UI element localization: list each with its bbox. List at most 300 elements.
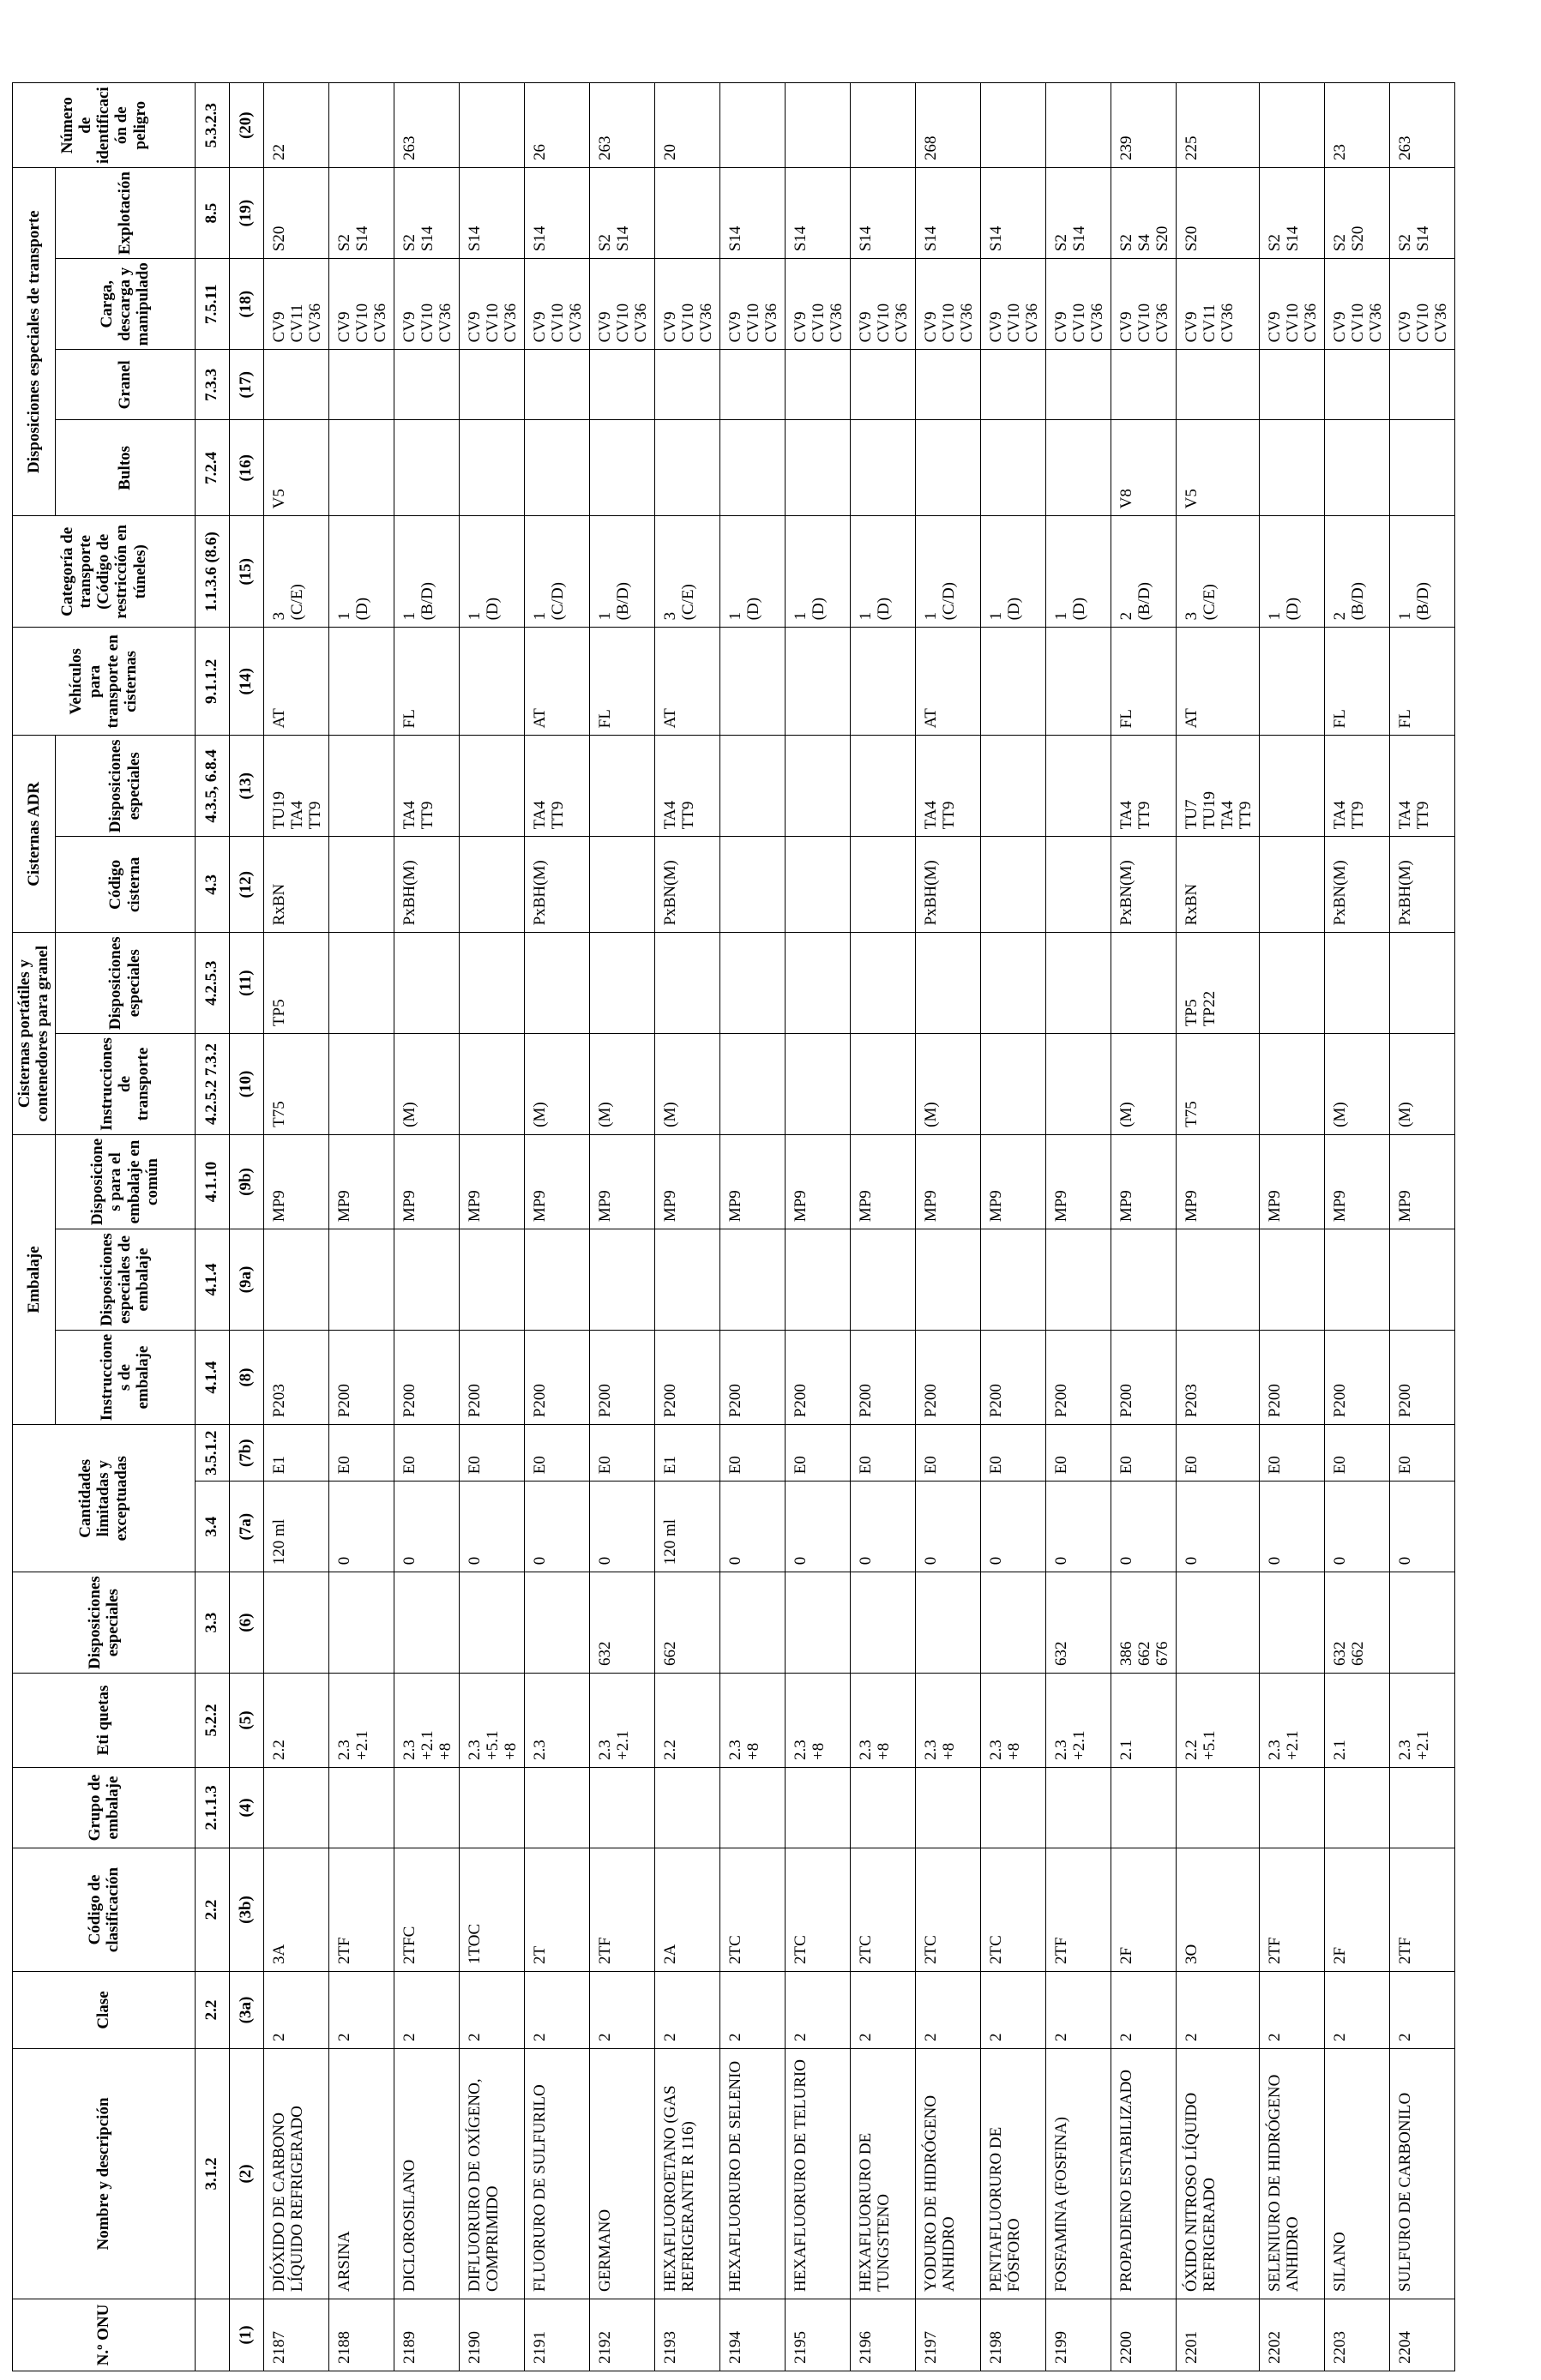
header-portable-tank-provisions: Disposiciones especiales: [55, 933, 195, 1034]
header-special-provisions: Disposiciones especiales: [13, 1572, 196, 1674]
cell-vehiculos: [328, 628, 394, 736]
cell-disp_especiales: 632: [1045, 1572, 1111, 1674]
cell-disp_especiales: 632: [589, 1572, 654, 1674]
cell-disp_especiales: [1259, 1572, 1324, 1674]
cell-vehiculos: [980, 628, 1045, 736]
cell-un: 2200: [1111, 2299, 1176, 2371]
header-adr-tank-provisions: Disposiciones especiales: [55, 736, 195, 837]
cell-grupo: [1045, 1768, 1111, 1848]
cell-instr_transporte: [850, 1034, 915, 1135]
cell-disp_emb: [850, 1229, 915, 1331]
cell-disp_emb: [719, 1229, 785, 1331]
cell-grupo: [1111, 1768, 1176, 1848]
cell-grupo: [1389, 1768, 1454, 1848]
cell-un: 2204: [1389, 2299, 1454, 2371]
cell-grupo: [915, 1768, 980, 1848]
cell-categoria: 1 (D): [1259, 516, 1324, 628]
cell-carga: CV9 CV10 CV36: [459, 259, 524, 350]
header-num-disp_cist_port: (11): [229, 933, 263, 1034]
cell-name: FLUORURO DE SULFURILO: [524, 2049, 589, 2299]
cell-carga: CV9 CV10 CV36: [1324, 259, 1389, 350]
cell-disp_emb: [459, 1229, 524, 1331]
cell-disp_emb_comun: MP9: [1045, 1134, 1111, 1229]
cell-grupo: [1324, 1768, 1389, 1848]
cell-grupo: [328, 1768, 394, 1848]
header-ref-codigo_cisterna: 4.3: [195, 837, 229, 933]
cell-grupo: [980, 1768, 1045, 1848]
cell-etiquetas: 2.1: [1111, 1674, 1176, 1768]
cell-bultos: V8: [1111, 420, 1176, 516]
cell-clase: 2: [850, 1972, 915, 2049]
cell-grupo: [719, 1768, 785, 1848]
cell-un: 2197: [915, 2299, 980, 2371]
cell-disp_emb_comun: MP9: [654, 1134, 719, 1229]
cell-disp_cist_adr: TA4 TT9: [1389, 736, 1454, 837]
cell-disp_emb_comun: MP9: [459, 1134, 524, 1229]
cell-disp_cist_adr: TA4 TT9: [1324, 736, 1389, 837]
cell-disp_cist_adr: TU7 TU19 TA4 TT9: [1176, 736, 1259, 837]
header-transport-instructions: Instrucciones de transporte: [55, 1034, 195, 1135]
cell-clase: 2: [459, 1972, 524, 2049]
cell-bultos: [589, 420, 654, 516]
cell-cant_limitadas: 0: [1111, 1481, 1176, 1572]
cell-etiquetas: 2.1: [1324, 1674, 1389, 1768]
cell-etiquetas: 2.3 +2.1: [1259, 1674, 1324, 1768]
cell-instr_embalaje: P200: [524, 1330, 589, 1424]
cell-categoria: 1 (D): [328, 516, 394, 628]
cell-carga: CV9 CV10 CV36: [1259, 259, 1324, 350]
header-ref-clase: 2.2: [195, 1972, 229, 2049]
cell-explotacion: S14: [459, 168, 524, 259]
cell-explotacion: S2 S14: [394, 168, 459, 259]
header-name-description: Nombre y descripción: [13, 2049, 196, 2299]
cell-granel: [915, 350, 980, 420]
cell-explotacion: S20: [263, 168, 328, 259]
cell-disp_emb_comun: MP9: [328, 1134, 394, 1229]
cell-peligro: 268: [915, 83, 980, 168]
cell-codigo_cisterna: RxBN: [263, 837, 328, 933]
cell-cant_limitadas: 0: [459, 1481, 524, 1572]
cell-bultos: [1389, 420, 1454, 516]
header-ref-disp_cist_port: 4.2.5.3: [195, 933, 229, 1034]
cell-etiquetas: 2.3 +5.1 +8: [459, 1674, 524, 1768]
cell-disp_cist_port: [1111, 933, 1176, 1034]
cell-un: 2198: [980, 2299, 1045, 2371]
header-num-clase: (3a): [229, 1972, 263, 2049]
cell-disp_cist_port: [850, 933, 915, 1034]
cell-clase: 2: [1045, 1972, 1111, 2049]
header-tank-vehicles: Vehículos para transporte en cisternas: [13, 628, 196, 736]
cell-disp_emb: [524, 1229, 589, 1331]
header-ref-vehiculos: 9.1.1.2: [195, 628, 229, 736]
header-num-instr_transporte: (10): [229, 1034, 263, 1135]
cell-instr_embalaje: P200: [785, 1330, 850, 1424]
cell-disp_emb_comun: MP9: [589, 1134, 654, 1229]
cell-disp_cist_adr: TA4 TT9: [394, 736, 459, 837]
cell-cant_limitadas: 0: [1045, 1481, 1111, 1572]
cell-grupo: [1176, 1768, 1259, 1848]
cell-codigo: 1TOC: [459, 1848, 524, 1972]
cell-instr_transporte: [459, 1034, 524, 1135]
cell-disp_cist_adr: [1045, 736, 1111, 837]
cell-disp_emb_comun: MP9: [1259, 1134, 1324, 1229]
header-column-number-row: [229, 83, 263, 2371]
cell-cant_limitadas: 0: [785, 1481, 850, 1572]
cell-cant_limitadas: 0: [980, 1481, 1045, 1572]
cell-instr_transporte: [328, 1034, 394, 1135]
table-row: [1045, 83, 1111, 2371]
header-ref-disp_cist_adr: 4.3.5, 6.8.4: [195, 736, 229, 837]
cell-disp_emb: [1259, 1229, 1324, 1331]
cell-bultos: [524, 420, 589, 516]
cell-peligro: [1259, 83, 1324, 168]
header-ref-cant_exceptuadas: 3.5.1.2: [195, 1425, 229, 1481]
cell-codigo: 2TF: [1389, 1848, 1454, 1972]
table-row: [785, 83, 850, 2371]
table-row: [589, 83, 654, 2371]
cell-vehiculos: AT: [654, 628, 719, 736]
header-num-disp_especiales: (6): [229, 1572, 263, 1674]
cell-cant_exceptuadas: E0: [915, 1425, 980, 1481]
header-num-un: (1): [229, 2299, 263, 2371]
cell-codigo_cisterna: [719, 837, 785, 933]
header-num-peligro: (20): [229, 83, 263, 168]
cell-grupo: [394, 1768, 459, 1848]
cell-peligro: 26: [524, 83, 589, 168]
cell-codigo_cisterna: PxBH(M): [1389, 837, 1454, 933]
header-num-explotacion: (19): [229, 168, 263, 259]
cell-peligro: 23: [1324, 83, 1389, 168]
cell-bultos: [915, 420, 980, 516]
cell-cant_limitadas: 0: [394, 1481, 459, 1572]
cell-explotacion: S2 S14: [1045, 168, 1111, 259]
cell-etiquetas: 2.3 +2.1 +8: [394, 1674, 459, 1768]
cell-codigo_cisterna: [1259, 837, 1324, 933]
cell-disp_cist_port: [1324, 933, 1389, 1034]
cell-disp_cist_port: [654, 933, 719, 1034]
cell-codigo_cisterna: [328, 837, 394, 933]
cell-disp_cist_port: [394, 933, 459, 1034]
cell-codigo: 2A: [654, 1848, 719, 1972]
cell-granel: [459, 350, 524, 420]
header-num-cant_exceptuadas: (7b): [229, 1425, 263, 1481]
cell-categoria: 1 (C/D): [915, 516, 980, 628]
header-ref-cant_limitadas: 3.4: [195, 1481, 229, 1572]
table-row: [850, 83, 915, 2371]
header-num-grupo: (4): [229, 1768, 263, 1848]
cell-peligro: 22: [263, 83, 328, 168]
header-ref-un: [195, 2299, 229, 2371]
cell-disp_emb: [394, 1229, 459, 1331]
cell-instr_embalaje: P200: [1389, 1330, 1454, 1424]
cell-peligro: [1045, 83, 1111, 168]
cell-granel: [394, 350, 459, 420]
cell-disp_cist_adr: [719, 736, 785, 837]
cell-explotacion: S14: [980, 168, 1045, 259]
cell-disp_cist_port: [459, 933, 524, 1034]
cell-un: 2189: [394, 2299, 459, 2371]
cell-peligro: [328, 83, 394, 168]
table-row: [915, 83, 980, 2371]
cell-categoria: 3 (C/E): [263, 516, 328, 628]
cell-disp_emb_comun: MP9: [850, 1134, 915, 1229]
cell-name: HEXAFLUORURO DE TELURIO: [785, 2049, 850, 2299]
cell-disp_cist_port: [524, 933, 589, 1034]
cell-disp_cist_adr: TA4 TT9: [1111, 736, 1176, 837]
cell-bultos: [459, 420, 524, 516]
cell-etiquetas: 2.2 +5.1: [1176, 1674, 1259, 1768]
cell-codigo: 3A: [263, 1848, 328, 1972]
cell-name: YODURO DE HIDRÓGENO ANHIDRO: [915, 2049, 980, 2299]
header-packing-special-provisions: Disposiciones especiales de embalaje: [55, 1229, 195, 1331]
cell-un: 2194: [719, 2299, 785, 2371]
cell-vehiculos: [1045, 628, 1111, 736]
cell-disp_cist_adr: [980, 736, 1045, 837]
table-body: [263, 83, 1454, 2371]
cell-cant_exceptuadas: E0: [328, 1425, 394, 1481]
cell-grupo: [654, 1768, 719, 1848]
cell-disp_especiales: [1176, 1572, 1259, 1674]
cell-carga: CV9 CV10 CV36: [589, 259, 654, 350]
cell-explotacion: S14: [850, 168, 915, 259]
cell-cant_limitadas: 120 ml: [263, 1481, 328, 1572]
cell-disp_emb: [328, 1229, 394, 1331]
cell-granel: [589, 350, 654, 420]
header-num-codigo_cisterna: (12): [229, 837, 263, 933]
cell-instr_embalaje: P200: [850, 1330, 915, 1424]
cell-disp_especiales: 662: [654, 1572, 719, 1674]
cell-granel: [980, 350, 1045, 420]
cell-cant_exceptuadas: E0: [1324, 1425, 1389, 1481]
cell-peligro: [459, 83, 524, 168]
cell-vehiculos: FL: [1111, 628, 1176, 736]
cell-disp_cist_port: [328, 933, 394, 1034]
cell-disp_especiales: 386 662 676: [1111, 1572, 1176, 1674]
cell-instr_transporte: (M): [394, 1034, 459, 1135]
cell-clase: 2: [654, 1972, 719, 2049]
cell-clase: 2: [1111, 1972, 1176, 2049]
header-ref-disp_emb_comun: 4.1.10: [195, 1134, 229, 1229]
header-ref-explotacion: 8.5: [195, 168, 229, 259]
header-num-codigo: (3b): [229, 1848, 263, 1972]
cell-name: FOSFAMINA (FOSFINA): [1045, 2049, 1111, 2299]
cell-codigo: 2TF: [328, 1848, 394, 1972]
group-header-packaging: Embalaje: [13, 1134, 56, 1424]
cell-codigo_cisterna: [589, 837, 654, 933]
cell-instr_embalaje: P200: [1045, 1330, 1111, 1424]
cell-disp_cist_port: TP5 TP22: [1176, 933, 1259, 1034]
header-num-instr_embalaje: (8): [229, 1330, 263, 1424]
cell-disp_cist_adr: [785, 736, 850, 837]
cell-grupo: [524, 1768, 589, 1848]
cell-etiquetas: 2.2: [263, 1674, 328, 1768]
cell-instr_embalaje: P200: [654, 1330, 719, 1424]
table-row: [654, 83, 719, 2371]
cell-cant_exceptuadas: E0: [1389, 1425, 1454, 1481]
cell-disp_emb_comun: MP9: [263, 1134, 328, 1229]
cell-disp_emb_comun: MP9: [785, 1134, 850, 1229]
cell-cant_exceptuadas: E0: [459, 1425, 524, 1481]
cell-carga: CV9 CV10 CV36: [915, 259, 980, 350]
header-num-cant_limitadas: (7a): [229, 1481, 263, 1572]
cell-un: 2203: [1324, 2299, 1389, 2371]
cell-codigo: 2TF: [1259, 1848, 1324, 1972]
cell-carga: CV9 CV10 CV36: [1389, 259, 1454, 350]
table-row: [263, 83, 328, 2371]
cell-disp_cist_port: TP5: [263, 933, 328, 1034]
table-row: [1389, 83, 1454, 2371]
cell-codigo: 2F: [1111, 1848, 1176, 1972]
cell-explotacion: S14: [719, 168, 785, 259]
cell-codigo: 2TFC: [394, 1848, 459, 1972]
cell-disp_emb_comun: MP9: [1176, 1134, 1259, 1229]
cell-instr_embalaje: P200: [459, 1330, 524, 1424]
cell-peligro: [850, 83, 915, 168]
table-row: [1324, 83, 1389, 2371]
header-num-carga: (18): [229, 259, 263, 350]
cell-name: HEXAFLUORURO DE TUNGSTENO: [850, 2049, 915, 2299]
cell-etiquetas: 2.3 +8: [980, 1674, 1045, 1768]
cell-vehiculos: FL: [589, 628, 654, 736]
cell-instr_transporte: [1259, 1034, 1324, 1135]
cell-instr_embalaje: P200: [328, 1330, 394, 1424]
cell-clase: 2: [394, 1972, 459, 2049]
cell-codigo: 2TC: [785, 1848, 850, 1972]
cell-carga: CV9 CV10 CV36: [785, 259, 850, 350]
cell-disp_especiales: [719, 1572, 785, 1674]
cell-disp_especiales: [915, 1572, 980, 1674]
cell-un: 2195: [785, 2299, 850, 2371]
cell-disp_cist_port: [785, 933, 850, 1034]
cell-codigo_cisterna: PxBH(M): [394, 837, 459, 933]
cell-disp_cist_adr: [850, 736, 915, 837]
cell-cant_limitadas: 0: [589, 1481, 654, 1572]
cell-clase: 2: [524, 1972, 589, 2049]
header-limited-excepted-quantities: Cantidades limitadas y exceptuadas: [13, 1425, 196, 1572]
header-ref-categoria: 1.1.3.6 (8.6): [195, 516, 229, 628]
cell-granel: [719, 350, 785, 420]
cell-granel: [785, 350, 850, 420]
cell-categoria: 1 (C/D): [524, 516, 589, 628]
cell-etiquetas: 2.3 +2.1: [589, 1674, 654, 1768]
cell-carga: CV9 CV10 CV36: [524, 259, 589, 350]
cell-codigo: 3O: [1176, 1848, 1259, 1972]
cell-disp_especiales: [785, 1572, 850, 1674]
cell-instr_transporte: [785, 1034, 850, 1135]
cell-categoria: 3 (C/E): [1176, 516, 1259, 628]
cell-codigo: 2TF: [1045, 1848, 1111, 1972]
header-ref-disp_emb: 4.1.4: [195, 1229, 229, 1331]
cell-clase: 2: [263, 1972, 328, 2049]
cell-un: 2199: [1045, 2299, 1111, 2371]
cell-peligro: 263: [394, 83, 459, 168]
cell-codigo_cisterna: [980, 837, 1045, 933]
header-ref-etiquetas: 5.2.2: [195, 1674, 229, 1768]
cell-carga: CV9 CV10 CV36: [654, 259, 719, 350]
cell-instr_transporte: (M): [1111, 1034, 1176, 1135]
cell-cant_limitadas: 0: [524, 1481, 589, 1572]
cell-clase: 2: [1324, 1972, 1389, 2049]
cell-instr_transporte: [1045, 1034, 1111, 1135]
cell-cant_limitadas: 0: [1259, 1481, 1324, 1572]
cell-explotacion: S20: [1176, 168, 1259, 259]
cell-cant_limitadas: 0: [1389, 1481, 1454, 1572]
cell-disp_emb_comun: MP9: [980, 1134, 1045, 1229]
cell-name: PENTAFLUORURO DE FÓSFORO: [980, 2049, 1045, 2299]
header-bulk: Granel: [55, 350, 195, 420]
cell-vehiculos: FL: [1389, 628, 1454, 736]
cell-categoria: 3 (C/E): [654, 516, 719, 628]
table-row: [328, 83, 394, 2371]
cell-carga: CV9 CV10 CV36: [1045, 259, 1111, 350]
cell-un: 2192: [589, 2299, 654, 2371]
cell-name: GERMANO: [589, 2049, 654, 2299]
cell-categoria: 1 (D): [1045, 516, 1111, 628]
cell-granel: [1389, 350, 1454, 420]
cell-clase: 2: [1176, 1972, 1259, 2049]
cell-explotacion: [654, 168, 719, 259]
cell-vehiculos: [719, 628, 785, 736]
cell-categoria: 1 (B/D): [589, 516, 654, 628]
cell-peligro: 239: [1111, 83, 1176, 168]
cell-etiquetas: 2.3 +2.1: [1045, 1674, 1111, 1768]
cell-bultos: [719, 420, 785, 516]
cell-explotacion: S2 S4 S20: [1111, 168, 1176, 259]
cell-codigo_cisterna: PxBH(M): [915, 837, 980, 933]
table-row: [394, 83, 459, 2371]
cell-instr_transporte: (M): [524, 1034, 589, 1135]
cell-codigo_cisterna: PxBN(M): [1324, 837, 1389, 933]
cell-cant_exceptuadas: E1: [654, 1425, 719, 1481]
cell-carga: CV9 CV10 CV36: [850, 259, 915, 350]
cell-codigo: 2TC: [719, 1848, 785, 1972]
cell-categoria: 1 (D): [850, 516, 915, 628]
cell-name: DICLOROSILANO: [394, 2049, 459, 2299]
header-un-number: N.º ONU: [13, 2299, 196, 2371]
cell-categoria: 1 (B/D): [394, 516, 459, 628]
cell-carga: CV9 CV10 CV36: [719, 259, 785, 350]
cell-grupo: [459, 1768, 524, 1848]
cell-codigo_cisterna: PxBN(M): [654, 837, 719, 933]
cell-grupo: [263, 1768, 328, 1848]
cell-cant_exceptuadas: E0: [980, 1425, 1045, 1481]
cell-granel: [654, 350, 719, 420]
cell-etiquetas: 2.2: [654, 1674, 719, 1768]
cell-name: DIÓXIDO DE CARBONO LÍQUIDO REFRIGERADO: [263, 2049, 328, 2299]
cell-peligro: 225: [1176, 83, 1259, 168]
cell-disp_cist_port: [719, 933, 785, 1034]
cell-categoria: 1 (D): [719, 516, 785, 628]
cell-cant_exceptuadas: E0: [785, 1425, 850, 1481]
cell-instr_transporte: (M): [654, 1034, 719, 1135]
cell-disp_especiales: [980, 1572, 1045, 1674]
header-hazard-id-number: Número de identificaci ón de peligro: [13, 83, 196, 168]
cell-instr_transporte: (M): [1324, 1034, 1389, 1135]
cell-peligro: [980, 83, 1045, 168]
cell-disp_cist_adr: [328, 736, 394, 837]
cell-disp_cist_port: [589, 933, 654, 1034]
cell-explotacion: S2 S14: [589, 168, 654, 259]
cell-vehiculos: AT: [263, 628, 328, 736]
cell-name: ÓXIDO NITROSO LÍQUIDO REFRIGERADO: [1176, 2049, 1259, 2299]
cell-codigo_cisterna: PxBH(M): [524, 837, 589, 933]
cell-peligro: 20: [654, 83, 719, 168]
cell-categoria: 1 (D): [459, 516, 524, 628]
cell-cant_limitadas: 0: [1176, 1481, 1259, 1572]
header-tank-code: Código cisterna: [55, 837, 195, 933]
cell-categoria: 2 (B/D): [1111, 516, 1176, 628]
cell-explotacion: S2 S14: [1259, 168, 1324, 259]
